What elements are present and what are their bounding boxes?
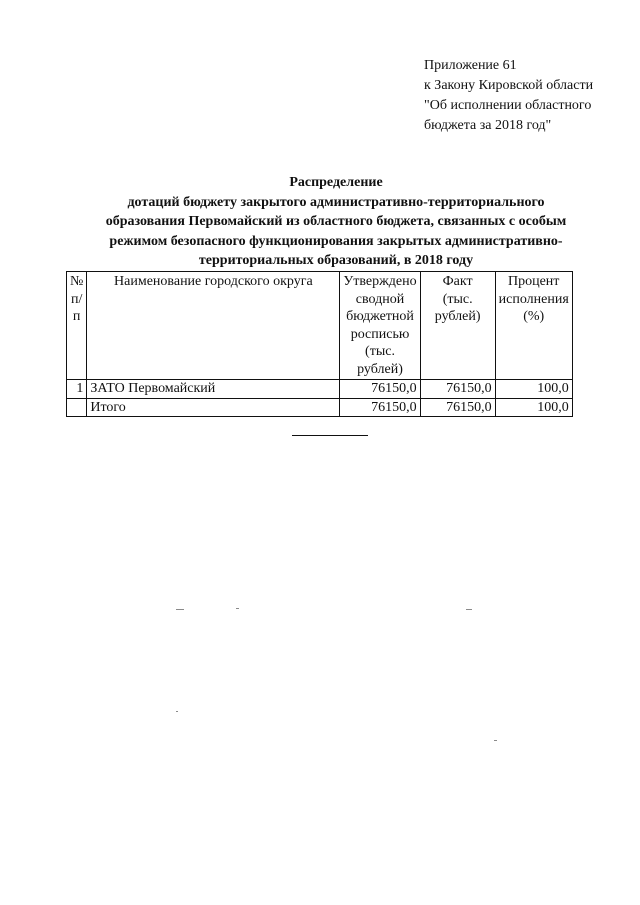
cell-approved: 76150,0: [340, 380, 420, 399]
header-approved-line: росписью: [350, 326, 410, 342]
scan-speck: [236, 608, 239, 609]
appendix-line-1: Приложение 61: [424, 58, 517, 73]
header-fact-line: (тыс. рублей): [434, 291, 481, 324]
end-of-document-rule: [292, 435, 368, 436]
header-name-text: Наименование городского округа: [114, 274, 313, 289]
header-percent-line: (%): [523, 309, 545, 324]
header-name: [87, 272, 340, 380]
cell-fact: 76150,0: [420, 380, 495, 399]
title-line-4: режимом безопасного функционирования закрытых административно-: [109, 233, 563, 249]
table-total-row: [67, 398, 573, 417]
scan-speck: [176, 609, 184, 610]
table-header-row: [67, 272, 573, 380]
header-approved: [340, 272, 420, 380]
title-line-3: образования Первомайский из областного бюджета, связанных с особым: [105, 214, 567, 229]
header-percent-line: исполнения: [498, 291, 569, 307]
scan-speck: [176, 711, 178, 712]
header-num-line: п/п: [70, 291, 83, 324]
cell-approved: 76150,0: [340, 398, 420, 417]
document-title: [60, 173, 612, 271]
cell-name: ЗАТО Первомайский: [87, 380, 340, 399]
header-num-line: №: [70, 274, 84, 289]
header-approved-line: (тыс. рублей): [357, 344, 403, 377]
header-percent: [495, 272, 572, 380]
title-line-2: дотаций бюджету закрытого административно-территориального: [127, 194, 545, 210]
title-line-5: территориальных образований, в 2018 году: [198, 253, 474, 268]
header-approved-line: Утверждено: [343, 274, 417, 289]
header-approved-line: бюджетной: [346, 309, 414, 324]
appendix-line-2: к Закону Кировской области: [424, 78, 594, 93]
title-line-1: Распределение: [289, 175, 383, 190]
distribution-table: [66, 271, 573, 417]
cell-fact: 76150,0: [420, 398, 495, 417]
cell-name: Итого: [87, 398, 340, 417]
appendix-header: [424, 56, 624, 136]
table-row: [67, 380, 573, 399]
header-fact-line: Факт: [442, 274, 473, 289]
header-percent-line: Процент: [507, 274, 560, 289]
cell-percent: 100,0: [495, 380, 572, 399]
appendix-line-4: бюджета за 2018 год": [424, 118, 552, 133]
header-num: [67, 272, 87, 380]
cell-num: 1: [67, 380, 87, 399]
scan-speck: [466, 609, 472, 610]
cell-percent: 100,0: [495, 398, 572, 417]
cell-num: [67, 398, 87, 417]
appendix-line-3: "Об исполнении областного: [424, 98, 592, 113]
scan-speck: [494, 740, 497, 741]
header-approved-line: сводной: [355, 291, 405, 307]
header-fact: [420, 272, 495, 380]
